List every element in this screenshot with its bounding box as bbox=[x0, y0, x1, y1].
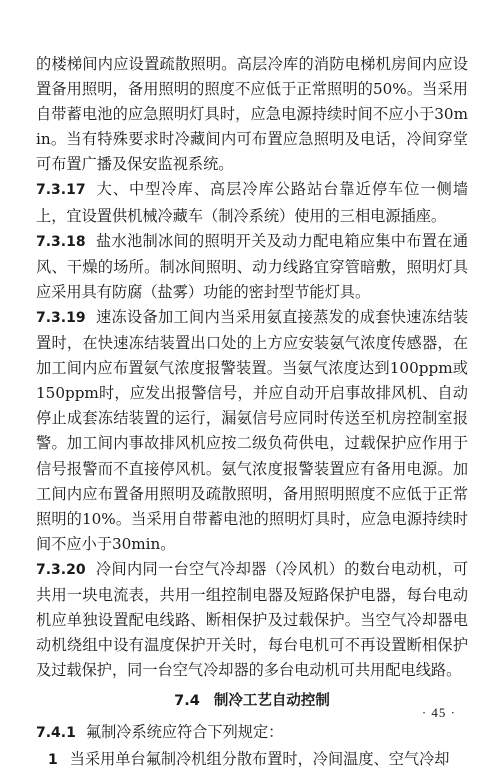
clause-text: 盐水池制冰间的照明开关及动力配电箱应集中布置在通风、干燥的场所。制冰间照明、动力线路宜穿管暗敷，照明灯具应采用具有防腐（盐雾）功能的密封型节能灯具。 bbox=[36, 231, 468, 301]
clause-number: 7.3.19 bbox=[36, 309, 86, 326]
clause-number: 7.3.18 bbox=[36, 233, 86, 250]
page-content bbox=[36, 52, 468, 773]
clause-text: 大、中型冷库、高层冷库公路站台靠近停车位一侧墙上，宜设置供机械冷藏车（制冷系统）使用的三相电源插座。 bbox=[36, 180, 468, 225]
clause-7-3-19 bbox=[36, 305, 468, 557]
clause-7-4-1 bbox=[36, 720, 468, 746]
clause-7-3-18 bbox=[36, 229, 468, 305]
paragraph-text: 的楼梯间内应设置疏散照明。高层冷库的消防电梯机房间内应设置备用照明，备用照明的照度不应低于正常照明的50%。当采用自带蓄电池的应急照明灯具时，应急电源持续时间不应小于30min。当有特殊要求时冷藏间内可布置应急照明及电话，冷间穿堂可布置广播及保安监视系统。 bbox=[36, 55, 468, 174]
list-item-number: 1 bbox=[48, 751, 58, 768]
section-title: 制冷工艺自动控制 bbox=[213, 693, 330, 710]
clause-text: 冷间内同一台空气冷却器（冷风机）的数台电动机，可共用一块电流表，共用一组控制电器及短路保护电器，每台电动机应单独设置配电线路、断相保护及过载保护。当空气冷却器电动机绕组中设有温度保护开关时，每台电机可不再设置断相保护及过载保护，同一台空气冷却器的多台电动机可共用配电线路。 bbox=[36, 559, 468, 680]
page-number: · 45 · bbox=[421, 705, 456, 720]
clause-7-3-20 bbox=[36, 557, 468, 683]
list-item bbox=[36, 747, 468, 773]
clause-7-3-17 bbox=[36, 177, 468, 228]
list-item-text: 当采用单台氟制冷机组分散布置时，冷间温度、空气冷却 bbox=[69, 749, 450, 768]
clause-text: 氟制冷系统应符合下列规定： bbox=[85, 723, 284, 742]
clause-number: 7.3.17 bbox=[36, 182, 86, 199]
clause-number: 7.3.20 bbox=[36, 561, 86, 578]
clause-text: 速冻设备加工间内当采用氨直接蒸发的成套快速冻结装置时，在快速冻结装置出口处的上方应安装氨气浓度传感器，在加工间内应布置氨气浓度报警装置。当氨气浓度达到100ppm或150ppm时，应发出报警信号，并应自动开启事故排风机、自动停止成套冻结装置的运行，漏氨信号应同时传送至机房控制室报警。加工间内事故排风机应按二级负荷供电，过载保护应作用于信号报警而不直接停风机。氨气浓度报警装置应有备用电源。加工间内应布置备用照明及疏散照明，备用照明照度不应低于正常照明的10%。当采用自带蓄电池的照明灯具时，应急电源持续时间不应小于30min。 bbox=[36, 307, 468, 553]
section-number: 7.4 bbox=[174, 693, 200, 710]
clause-number: 7.4.1 bbox=[36, 725, 76, 742]
section-heading bbox=[36, 689, 468, 714]
paragraph-continued bbox=[36, 52, 468, 177]
